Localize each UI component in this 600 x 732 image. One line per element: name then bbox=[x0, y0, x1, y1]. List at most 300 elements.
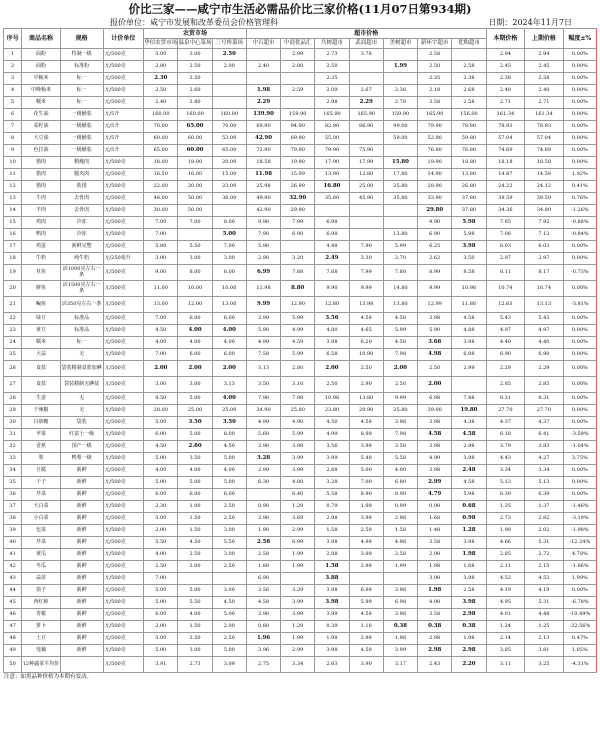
price-unit: 元/500克 bbox=[103, 361, 144, 377]
previous-price: 5.31 bbox=[525, 537, 564, 549]
market-price: 3.96 bbox=[246, 645, 280, 657]
market-price bbox=[246, 49, 280, 61]
current-price: 6.39 bbox=[486, 489, 525, 501]
market-price bbox=[281, 573, 315, 585]
price-unit: 元/500克 bbox=[103, 181, 144, 193]
market-price: 2.75 bbox=[246, 657, 280, 673]
table-row bbox=[4, 597, 597, 609]
market-price: 3.98 bbox=[418, 465, 452, 477]
market-price: 2.58 bbox=[452, 97, 486, 109]
header-market: 美树超市 bbox=[383, 39, 417, 49]
product-name: 芹菜 bbox=[22, 489, 61, 501]
row-number: 17 bbox=[4, 241, 22, 253]
product-spec: 无 bbox=[60, 393, 103, 405]
current-price: 8.31 bbox=[486, 393, 525, 405]
market-price: 9.90 bbox=[315, 281, 349, 297]
market-price: 4.98 bbox=[418, 349, 452, 361]
table-row bbox=[4, 169, 597, 181]
market-price: 4.99 bbox=[418, 453, 452, 465]
product-name: 苹果 bbox=[22, 429, 61, 441]
market-price: 4.00 bbox=[212, 337, 246, 349]
market-price: 20.00 bbox=[212, 157, 246, 169]
current-price: 2.94 bbox=[486, 49, 525, 61]
market-price: 6.00 bbox=[178, 489, 212, 501]
price-change: -3.81% bbox=[563, 297, 596, 313]
market-price: 5.00 bbox=[178, 393, 212, 405]
price-change: 0.00% bbox=[563, 49, 596, 61]
market-price bbox=[349, 217, 383, 229]
market-price: 18.00 bbox=[144, 157, 178, 169]
market-price: 3.28 bbox=[315, 477, 349, 489]
market-price: 156.00 bbox=[452, 109, 486, 121]
previous-price: 34.80 bbox=[525, 205, 564, 217]
previous-price: 2.94 bbox=[525, 49, 564, 61]
price-change: 0.00% bbox=[563, 349, 596, 361]
product-name: 西红柿 bbox=[22, 597, 61, 609]
table-row bbox=[4, 85, 597, 97]
product-name: 羊肉 bbox=[22, 205, 61, 217]
product-name: 面粉 bbox=[22, 49, 61, 61]
market-price: 7.88 bbox=[281, 265, 315, 281]
market-price: 5.99 bbox=[349, 597, 383, 609]
market-price: 2.88 bbox=[315, 549, 349, 561]
market-price: 2.99 bbox=[418, 477, 452, 489]
market-price: 6.00 bbox=[212, 313, 246, 325]
report-unit: 报价单位：咸宁市发展和改革委员会价格管理科 bbox=[110, 18, 278, 27]
current-price: 4.52 bbox=[486, 573, 525, 585]
market-price: 26.80 bbox=[452, 181, 486, 193]
market-price: 2.20 bbox=[452, 657, 486, 673]
row-number: 40 bbox=[4, 537, 22, 549]
market-price: 10.90 bbox=[349, 349, 383, 361]
previous-price: 2.15 bbox=[525, 561, 564, 573]
market-price: 5.98 bbox=[246, 241, 280, 253]
market-price: 3.98 bbox=[315, 585, 349, 597]
market-price: 0.98 bbox=[246, 501, 280, 513]
price-change: 0.00% bbox=[563, 109, 596, 121]
table-row bbox=[4, 281, 597, 297]
market-price: 16.00 bbox=[178, 169, 212, 181]
market-price: 2.80 bbox=[178, 441, 212, 453]
price-change: 0.00% bbox=[563, 145, 596, 157]
market-price: 3.30 bbox=[349, 253, 383, 265]
market-price: 3.09 bbox=[212, 657, 246, 673]
market-price: 3.99 bbox=[383, 645, 417, 657]
market-price: 3.98 bbox=[281, 441, 315, 453]
market-price: 5.00 bbox=[144, 477, 178, 489]
previous-price: 27.70 bbox=[525, 405, 564, 417]
market-price: 1.98 bbox=[452, 549, 486, 561]
market-price: 12.80 bbox=[315, 297, 349, 313]
current-price: 4.37 bbox=[486, 417, 525, 429]
row-number: 37 bbox=[4, 501, 22, 513]
row-number: 12 bbox=[4, 181, 22, 193]
header-market: 优购超市 bbox=[452, 39, 486, 49]
market-price: 42.90 bbox=[246, 133, 280, 145]
product-name: 猪肉 bbox=[22, 169, 61, 181]
market-price: 7.00 bbox=[144, 313, 178, 325]
product-name: 黄瓜 bbox=[22, 549, 61, 561]
market-price: 2.35 bbox=[418, 73, 452, 85]
market-price: 1.98 bbox=[246, 525, 280, 537]
price-change: 4.78% bbox=[563, 549, 596, 561]
price-unit: 元/500克 bbox=[103, 633, 144, 645]
market-price: 19.80 bbox=[452, 405, 486, 417]
market-price: 8.90 bbox=[383, 489, 417, 501]
market-price: 5.48 bbox=[349, 453, 383, 465]
market-price: 8.99 bbox=[418, 265, 452, 281]
market-price: 0.38 bbox=[452, 621, 486, 633]
market-price: 5.00 bbox=[144, 417, 178, 429]
product-spec: 纯牛奶 bbox=[60, 253, 103, 265]
market-price: 2.58 bbox=[452, 61, 486, 73]
market-price: 59.00 bbox=[383, 133, 417, 145]
market-price: 3.00 bbox=[178, 253, 212, 265]
market-price: 1.98 bbox=[418, 585, 452, 597]
market-price: 78.80 bbox=[452, 121, 486, 133]
table-row bbox=[4, 501, 597, 513]
market-price: 18.80 bbox=[452, 157, 486, 169]
market-price: 1.50 bbox=[178, 621, 212, 633]
market-price: 4.88 bbox=[452, 325, 486, 337]
market-price: 3.98 bbox=[452, 241, 486, 253]
previous-price: 7.92 bbox=[525, 217, 564, 229]
market-price: 60.00 bbox=[178, 133, 212, 145]
market-price: 11.98 bbox=[246, 169, 280, 181]
previous-price: 3.25 bbox=[525, 657, 564, 673]
previous-price: 1.25 bbox=[525, 621, 564, 633]
product-spec: 一级桶装 bbox=[60, 109, 103, 121]
row-number: 35 bbox=[4, 477, 22, 489]
market-price: 2.50 bbox=[212, 49, 246, 61]
current-price: 57.04 bbox=[486, 133, 525, 145]
market-price: 8.90 bbox=[349, 489, 383, 501]
market-price: 1.96 bbox=[246, 633, 280, 645]
market-price: 2.58 bbox=[246, 537, 280, 549]
current-price: 1.35 bbox=[486, 501, 525, 513]
table-row bbox=[4, 205, 597, 217]
market-price: 4.58 bbox=[452, 429, 486, 441]
previous-price: 2.71 bbox=[525, 97, 564, 109]
table-row bbox=[4, 265, 597, 281]
current-price: 2.40 bbox=[486, 85, 525, 97]
previous-price: 13.13 bbox=[525, 297, 564, 313]
row-number: 19 bbox=[4, 265, 22, 281]
table-row bbox=[4, 525, 597, 537]
market-price: 14.90 bbox=[418, 169, 452, 181]
market-price: 37.80 bbox=[452, 193, 486, 205]
header-farm-market-group: 农贸市场 bbox=[144, 29, 247, 39]
market-price: 4.58 bbox=[383, 313, 417, 325]
market-price: 7.00 bbox=[144, 349, 178, 361]
market-price bbox=[383, 573, 417, 585]
market-price: 2.38 bbox=[383, 85, 417, 97]
market-price: 4.00 bbox=[178, 465, 212, 477]
market-price: 72.90 bbox=[246, 145, 280, 157]
market-price: 65.00 bbox=[212, 145, 246, 157]
market-price: 3.00 bbox=[212, 549, 246, 561]
previous-price: 4.40 bbox=[525, 337, 564, 349]
price-change: -0.73% bbox=[563, 265, 596, 281]
product-spec: 新鲜 bbox=[60, 465, 103, 477]
market-price bbox=[349, 573, 383, 585]
table-row bbox=[4, 489, 597, 501]
market-price: 82.90 bbox=[315, 121, 349, 133]
current-price: 3.11 bbox=[486, 657, 525, 673]
market-price: 1.99 bbox=[383, 561, 417, 573]
table-row bbox=[4, 657, 597, 673]
market-price: 5.00 bbox=[144, 585, 178, 597]
market-price: 86.90 bbox=[349, 121, 383, 133]
product-spec: 新鲜 bbox=[60, 621, 103, 633]
market-price: 3.00 bbox=[178, 645, 212, 657]
market-price: 6.00 bbox=[178, 313, 212, 325]
market-price: 2.98 bbox=[452, 609, 486, 621]
row-number: 41 bbox=[4, 549, 22, 561]
previous-price: 5.43 bbox=[525, 313, 564, 325]
market-price: 4.58 bbox=[452, 477, 486, 489]
product-name: 中晚籼米 bbox=[22, 85, 61, 97]
price-change: -0.84% bbox=[563, 229, 596, 241]
current-price: 1.24 bbox=[486, 621, 525, 633]
price-change: -1.04% bbox=[563, 441, 596, 453]
row-number: 8 bbox=[4, 133, 22, 145]
market-price: 2.59 bbox=[281, 85, 315, 97]
previous-price: 2.45 bbox=[525, 61, 564, 73]
market-price: 5.00 bbox=[178, 477, 212, 489]
market-price: 50.00 bbox=[178, 193, 212, 205]
market-price: 70.00 bbox=[212, 121, 246, 133]
product-name: 土豆 bbox=[22, 633, 61, 645]
product-name: 猪肉 bbox=[22, 181, 61, 193]
market-price: 2.29 bbox=[246, 97, 280, 109]
price-change: 0.00% bbox=[563, 377, 596, 393]
product-spec: 红富士一级 bbox=[60, 429, 103, 441]
market-price: 4.59 bbox=[281, 337, 315, 349]
market-price: 0.88 bbox=[246, 621, 280, 633]
product-spec: 无 bbox=[60, 405, 103, 417]
market-price: 1.68 bbox=[418, 513, 452, 525]
market-price: 6.58 bbox=[315, 349, 349, 361]
price-unit: 元/500克 bbox=[103, 265, 144, 281]
price-change: -22.56% bbox=[563, 621, 596, 633]
price-change: 0.00% bbox=[563, 85, 596, 97]
current-price: 8.11 bbox=[486, 265, 525, 281]
market-price: 2.50 bbox=[212, 501, 246, 513]
price-change: 0.00% bbox=[563, 477, 596, 489]
market-price: 3.17 bbox=[383, 657, 417, 673]
market-price: 28.00 bbox=[144, 405, 178, 417]
market-price: 3.90 bbox=[349, 657, 383, 673]
product-spec: 冷冻 bbox=[60, 217, 103, 229]
market-price: 2.30 bbox=[144, 73, 178, 85]
market-price: 69.90 bbox=[246, 121, 280, 133]
current-price: 24.22 bbox=[486, 181, 525, 193]
price-unit: 元/500克 bbox=[103, 585, 144, 597]
market-price: 3.00 bbox=[144, 49, 178, 61]
price-table-body bbox=[4, 49, 597, 673]
market-price: 5.00 bbox=[178, 585, 212, 597]
market-price: 2.00 bbox=[144, 525, 178, 537]
market-price: 6.20 bbox=[349, 337, 383, 349]
market-price bbox=[349, 205, 383, 217]
price-unit: 元/500克 bbox=[103, 157, 144, 169]
market-price: 4.58 bbox=[349, 417, 383, 429]
previous-price: 57.04 bbox=[525, 133, 564, 145]
previous-price: 78.93 bbox=[525, 121, 564, 133]
header-name: 商品名称 bbox=[22, 29, 61, 49]
market-price: 5.98 bbox=[452, 489, 486, 501]
market-price: 8.00 bbox=[212, 217, 246, 229]
market-price: 2.98 bbox=[246, 253, 280, 265]
market-price: 160.00 bbox=[212, 109, 246, 121]
market-price: 3.00 bbox=[144, 633, 178, 645]
product-name: 鸡肉 bbox=[22, 217, 61, 229]
market-price: 2.80 bbox=[144, 61, 178, 73]
market-price: 139.90 bbox=[246, 109, 280, 121]
market-price: 4.00 bbox=[212, 465, 246, 477]
previous-price: 4.37 bbox=[525, 417, 564, 429]
market-price: 3.98 bbox=[418, 441, 452, 453]
row-number: 3 bbox=[4, 73, 22, 85]
market-price: 3.20 bbox=[281, 253, 315, 265]
row-number: 47 bbox=[4, 621, 22, 633]
price-unit: 元/500克 bbox=[103, 229, 144, 241]
product-spec: 新鲜 bbox=[60, 573, 103, 585]
table-row bbox=[4, 229, 597, 241]
market-price: 159.90 bbox=[383, 109, 417, 121]
market-price: 2.00 bbox=[178, 561, 212, 573]
market-price: 3.88 bbox=[315, 573, 349, 585]
price-change: 0.00% bbox=[563, 417, 596, 429]
price-unit: 元/500克 bbox=[103, 501, 144, 513]
current-price: 4.40 bbox=[486, 337, 525, 349]
market-price: 2.99 bbox=[452, 361, 486, 377]
market-price: 20.00 bbox=[178, 181, 212, 193]
market-price: 0.38 bbox=[383, 621, 417, 633]
current-price: 34.36 bbox=[486, 205, 525, 217]
table-row bbox=[4, 361, 597, 377]
current-price: 6.90 bbox=[486, 349, 525, 361]
market-price: 5.00 bbox=[144, 645, 178, 657]
previous-price: 2.38 bbox=[525, 73, 564, 85]
market-price bbox=[212, 205, 246, 217]
row-number: 30 bbox=[4, 417, 22, 429]
table-row bbox=[4, 349, 597, 361]
price-change: 0.00% bbox=[563, 361, 596, 377]
market-price: 7.00 bbox=[178, 217, 212, 229]
market-price: 3.13 bbox=[246, 361, 280, 377]
market-price: 69.90 bbox=[281, 133, 315, 145]
previous-price: 8.17 bbox=[525, 265, 564, 281]
price-change: -1.98% bbox=[563, 525, 596, 537]
current-price: 4.43 bbox=[486, 453, 525, 465]
market-price: 3.29 bbox=[281, 585, 315, 597]
row-number: 39 bbox=[4, 525, 22, 537]
product-spec: 新鲜 bbox=[60, 525, 103, 537]
price-change: -6.78% bbox=[563, 597, 596, 609]
market-price: 3.98 bbox=[418, 573, 452, 585]
market-price: 6.80 bbox=[383, 477, 417, 489]
market-price: 3.91 bbox=[144, 657, 178, 673]
price-unit: 元/500克 bbox=[103, 85, 144, 97]
market-price: 2.50 bbox=[212, 513, 246, 525]
market-price: 0.99 bbox=[383, 501, 417, 513]
price-change: 0.00% bbox=[563, 325, 596, 337]
price-change: 0.00% bbox=[563, 157, 596, 169]
previous-price: 4.97 bbox=[525, 325, 564, 337]
row-number: 36 bbox=[4, 489, 22, 501]
market-price: 4.99 bbox=[281, 325, 315, 337]
current-price: 27.70 bbox=[486, 405, 525, 417]
market-price: 4.58 bbox=[349, 313, 383, 325]
row-number: 45 bbox=[4, 597, 22, 609]
market-price: 3.98 bbox=[452, 337, 486, 349]
row-number: 7 bbox=[4, 121, 22, 133]
row-number: 44 bbox=[4, 585, 22, 597]
market-price: 6.99 bbox=[246, 265, 280, 281]
market-price: 2.58 bbox=[418, 49, 452, 61]
market-price: 1.99 bbox=[281, 633, 315, 645]
market-price: 4.58 bbox=[349, 645, 383, 657]
product-name: 莲藕 bbox=[22, 645, 61, 657]
table-row bbox=[4, 61, 597, 73]
product-name: 糯米 bbox=[22, 337, 61, 349]
market-price: 160.00 bbox=[178, 109, 212, 121]
market-price: 4.58 bbox=[383, 337, 417, 349]
price-change: 0.00% bbox=[563, 253, 596, 265]
row-number: 23 bbox=[4, 325, 22, 337]
market-price: 3.56 bbox=[315, 441, 349, 453]
market-price: 2.58 bbox=[383, 549, 417, 561]
market-price: 3.00 bbox=[212, 525, 246, 537]
market-price: 29.80 bbox=[418, 205, 452, 217]
price-unit: 元/500克 bbox=[103, 465, 144, 477]
market-price: 3.68 bbox=[418, 337, 452, 349]
market-price: 5.00 bbox=[212, 477, 246, 489]
market-price: 2.18 bbox=[418, 85, 452, 97]
row-number: 28 bbox=[4, 393, 22, 405]
price-change: 3.75% bbox=[563, 453, 596, 465]
header-current-price: 本期价格 bbox=[486, 29, 525, 49]
header-market: 新环宇超市 bbox=[418, 39, 452, 49]
market-price: 18.58 bbox=[246, 157, 280, 169]
market-price: 2.98 bbox=[452, 645, 486, 657]
market-price: 2.73 bbox=[315, 49, 349, 61]
previous-price: 161.34 bbox=[525, 109, 564, 121]
table-row bbox=[4, 633, 597, 645]
market-price: 1.98 bbox=[452, 633, 486, 645]
price-unit: 元/500克 bbox=[103, 597, 144, 609]
current-price: 4.19 bbox=[486, 585, 525, 597]
market-price: 4.50 bbox=[144, 325, 178, 337]
market-price: 13.00 bbox=[144, 297, 178, 313]
market-price: 5.50 bbox=[212, 537, 246, 549]
market-price: 1.88 bbox=[246, 561, 280, 573]
market-price: 3.13 bbox=[212, 377, 246, 393]
market-price: 2.73 bbox=[178, 657, 212, 673]
row-number: 22 bbox=[4, 313, 22, 325]
row-number: 49 bbox=[4, 645, 22, 657]
previous-price: 3.81 bbox=[525, 645, 564, 657]
product-spec: 一级桶装 bbox=[60, 145, 103, 157]
current-price: 161.34 bbox=[486, 109, 525, 121]
market-price: 2.63 bbox=[315, 657, 349, 673]
price-unit: 元/5升 bbox=[103, 121, 144, 133]
market-price: 4.58 bbox=[349, 609, 383, 621]
table-row bbox=[4, 97, 597, 109]
market-price: 13.80 bbox=[452, 169, 486, 181]
